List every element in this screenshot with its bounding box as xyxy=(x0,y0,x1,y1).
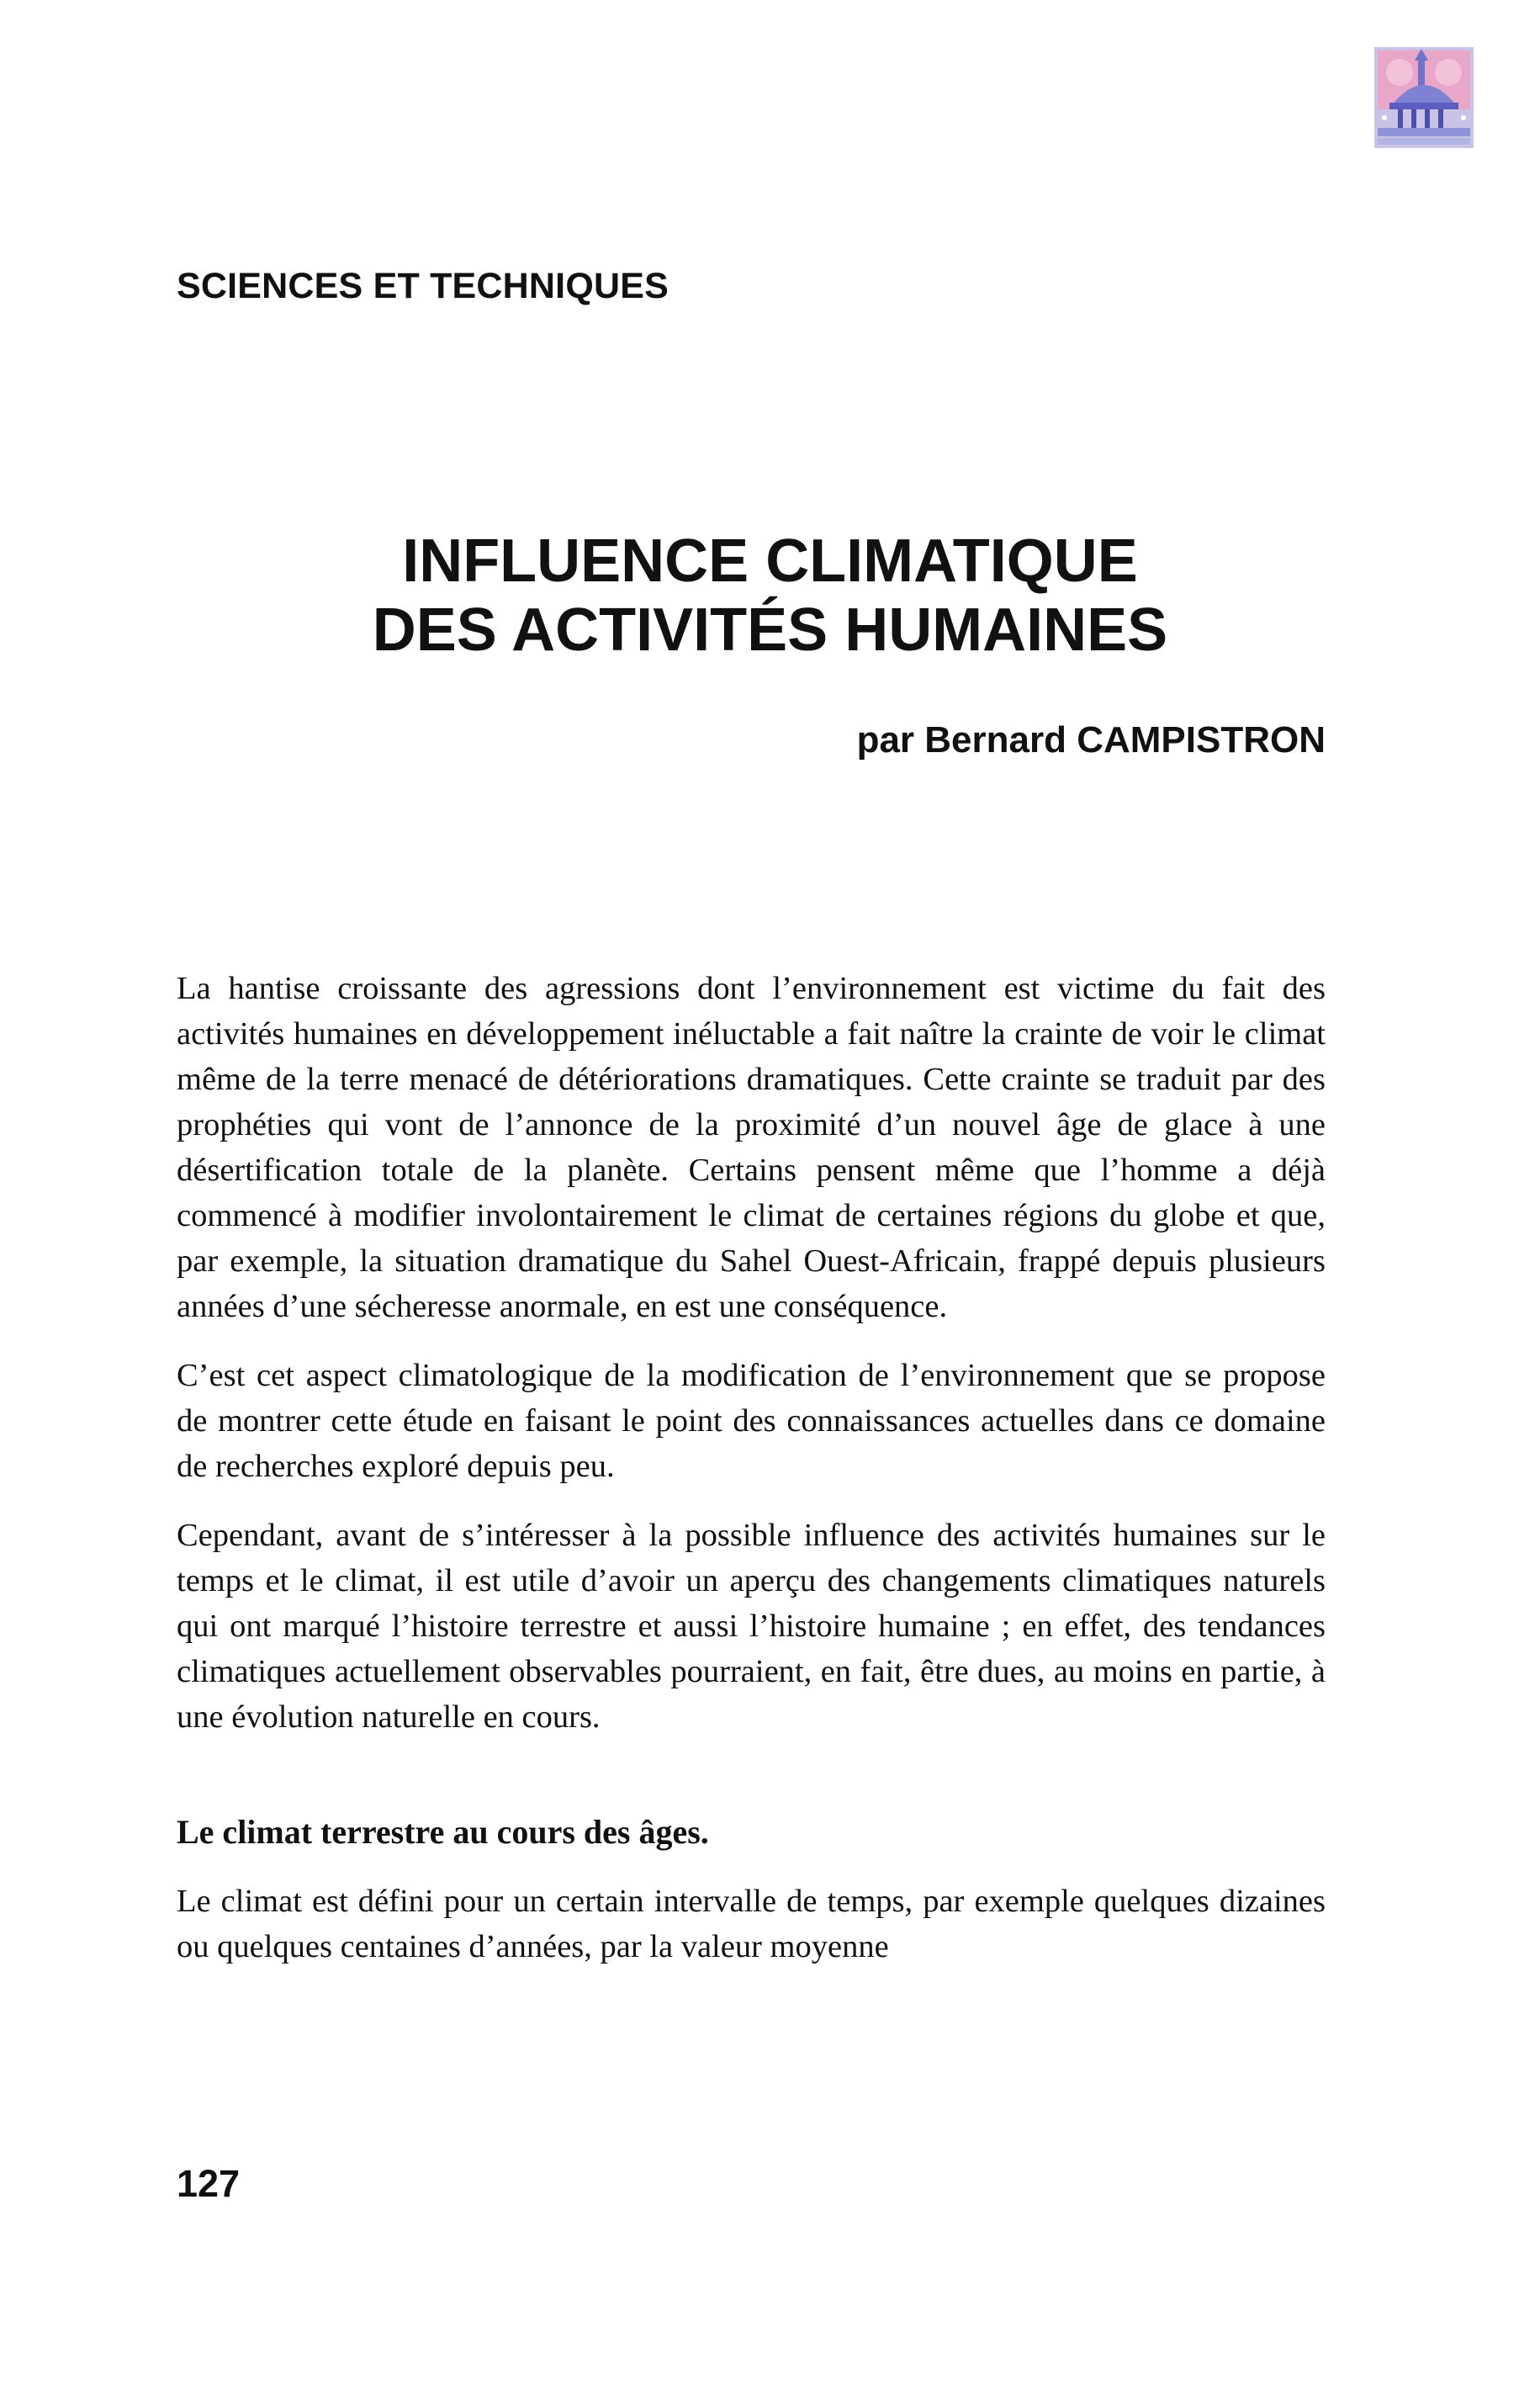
article-title-line-1: INFLUENCE CLIMATIQUE xyxy=(402,527,1138,595)
article-author: par Bernard CAMPISTRON xyxy=(856,719,1326,761)
section-heading: SCIENCES ET TECHNIQUES xyxy=(177,266,669,306)
subheading: Le climat terrestre au cours des âges. xyxy=(177,1813,709,1851)
paragraph-1: La hantise croissante des agressions dont l’environnement est victime du fait des activités humaines en développement inéluctable a fait naître la crainte de voir le climat même de la terre menacé de détériorations dramatiques. Cette crainte se traduit par des prophéties qui vont de l’annonce de la proximité d’un nouvel âge de glace à une désertification totale de la planète. Certains pensent même que l’homme a déjà commencé à modifier involontairement le climat de certaines régions du globe et que, par exemple, la situation dramatique du Sahel Ouest-Africain, frappé depuis plusieurs années d’une sécheresse anormale, en est une conséquence. xyxy=(177,971,1326,1324)
building-emblem-icon xyxy=(1374,47,1474,148)
page-number: 127 xyxy=(177,2162,241,2205)
article-title xyxy=(0,527,1540,665)
paragraph-4: Le climat est défini pour un certain intervalle de temps, par exemple quelques dizaines ou quelques centaines d’années, par la valeur moyenne xyxy=(177,1884,1326,1964)
paragraph-2: C’est cet aspect climatologique de la modification de l’environnement que se propose de montrer cette étude en faisant le point des connaissances actuelles dans ce domaine de recherches exploré depuis peu. xyxy=(177,1358,1326,1484)
article-body xyxy=(177,966,1326,1993)
article-title-line-2: DES ACTIVITÉS HUMAINES xyxy=(372,596,1168,664)
paragraph-3: Cependant, avant de s’intéresser à la possible influence des activités humaines sur le temps et le climat, il est utile d’avoir un aperçu des changements climatiques naturels qui ont marqué l’histoire terrestre et aussi l’histoire humaine ; en effet, des tendances climatiques actuellement observables pourraient, en fait, être dues, au moins en partie, à une évolution naturelle en cours. xyxy=(177,1518,1326,1735)
